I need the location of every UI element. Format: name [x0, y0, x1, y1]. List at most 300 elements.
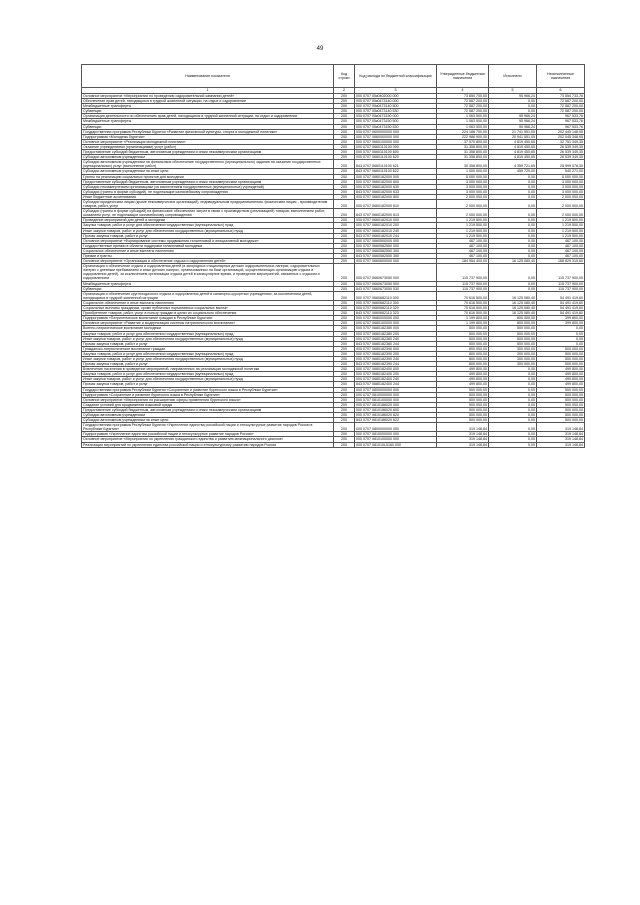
row-budget-code: 000 0707 0660110100 600 [355, 150, 437, 155]
row-executed-amount: 0,00 [489, 264, 537, 281]
row-line-code: 200 [334, 104, 355, 109]
row-unexecuted-amount: 319 148,84 [537, 437, 585, 442]
row-executed-amount: 4 819 450,65 [489, 150, 537, 155]
row-approved-amount: 3 000 000,00 [437, 184, 489, 189]
row-executed-amount: 0,00 [489, 432, 537, 437]
row-unexecuted-amount: 115 737 900,00 [537, 264, 585, 281]
row-approved-amount: 319 148,84 [437, 432, 489, 437]
row-indicator-name: Основное мероприятие «Формирование системы продвижения талантливой и инициативной молодежи» [82, 238, 334, 243]
row-unexecuted-amount: 499 800,00 [537, 382, 585, 387]
row-unexecuted-amount: 500 000,00 [537, 392, 585, 397]
row-indicator-name: Основное мероприятие «Реализация молодежной политики» [82, 139, 334, 144]
row-approved-amount: 115 737 900,00 [437, 264, 489, 281]
row-unexecuted-amount: 467 100,00 [537, 243, 585, 248]
row-line-code: 200 [334, 109, 355, 114]
row-budget-code: 843 0707 0660182000 813 [355, 209, 437, 218]
row-unexecuted-amount: 319 148,84 [537, 423, 585, 432]
row-indicator-name: Межбюджетные трансферты [82, 119, 334, 124]
row-line-code: 200 [334, 114, 355, 119]
row-approved-amount: 1 219 500,00 [437, 233, 489, 238]
row-indicator-name: Межбюджетные трансферты [82, 281, 334, 286]
row-approved-amount: 319 148,84 [437, 423, 489, 432]
row-executed-amount: 0,00 [489, 437, 537, 442]
row-executed-amount: 0,00 [489, 254, 537, 259]
row-indicator-name: Реализация мероприятий по укреплению единства российской нации и этнокультурному развитию народов России [82, 442, 334, 447]
header-indicator-name: Наименование показателя [82, 65, 334, 88]
row-executed-amount: 0,00 [489, 397, 537, 402]
row-budget-code: 000 0707 0660182010 000 [355, 218, 437, 223]
row-approved-amount: 499 800,00 [437, 372, 489, 377]
row-line-code: 200 [334, 129, 355, 134]
row-indicator-name: Подпрограмма «Сохранение и развитие бурятского языка в Республике Бурятия» [82, 392, 334, 397]
row-budget-code: 000 0707 05к0473140 530 [355, 109, 437, 114]
row-unexecuted-amount: 500 000,00 [537, 362, 585, 367]
row-executed-amount: 0,00 [489, 179, 537, 184]
row-executed-amount: 300 000,00 [489, 362, 537, 367]
row-line-code: 200 [334, 218, 355, 223]
row-budget-code: 000 0707 0810100000 000 [355, 437, 437, 442]
row-approved-amount: 319 148,84 [437, 437, 489, 442]
row-indicator-name: Основное мероприятие «Организация и обеспечение отдыха и оздоровления детей» [82, 259, 334, 264]
row-line-code: 200 [334, 223, 355, 228]
row-line-code: 200 [334, 199, 355, 208]
row-approved-amount: 37 570 800,00 [437, 139, 489, 144]
column-number: 1 [82, 88, 334, 94]
row-unexecuted-amount: 499 800,00 [537, 372, 585, 377]
table-row [82, 423, 585, 432]
row-indicator-name: Иные бюджетные ассигнования [82, 194, 334, 199]
row-approved-amount: 1 219 500,00 [437, 218, 489, 223]
row-approved-amount: 2 000 000,00 [437, 209, 489, 218]
row-executed-amount: 95 966,24 [489, 94, 537, 99]
row-approved-amount: 70 616 500,00 [437, 311, 489, 316]
row-executed-amount: 500 000,00 [489, 341, 537, 346]
row-budget-code: 843 0707 0660673050 530 [355, 286, 437, 291]
row-line-code: 200 [334, 331, 355, 336]
row-executed-amount: 300 000,00 [489, 346, 537, 351]
row-line-code: 200 [334, 189, 355, 194]
row-line-code: 200 [334, 94, 355, 99]
row-approved-amount: 800 000,00 [437, 346, 489, 351]
row-executed-amount: 500 000,00 [489, 326, 537, 331]
row-approved-amount: 1 199 800,00 [437, 316, 489, 321]
row-executed-amount: 0,00 [489, 281, 537, 286]
row-approved-amount: 500 000,00 [437, 402, 489, 407]
row-executed-amount: 0,00 [489, 286, 537, 291]
row-executed-amount: 16 125 080,40 [489, 291, 537, 300]
row-unexecuted-amount: 3 000 000,00 [537, 189, 585, 194]
row-budget-code: 000 0707 0810186020 000 [355, 402, 437, 407]
row-approved-amount: 467 100,00 [437, 254, 489, 259]
row-indicator-name: Субсидии автономным учреждениям на иные цели [82, 418, 334, 423]
row-line-code: 200 [334, 418, 355, 423]
row-approved-amount: 500 000,00 [437, 407, 489, 412]
row-unexecuted-amount: 5 000 000,00 [537, 174, 585, 179]
row-line-code: 200 [334, 397, 355, 402]
row-line-code: 200 [334, 134, 355, 139]
row-budget-code: 000 0707 0680182380 200 [355, 331, 437, 336]
row-budget-code: 000 0707 0660500000 000 [355, 238, 437, 243]
row-unexecuted-amount: 467 100,00 [537, 238, 585, 243]
row-budget-code: 000 0707 0680100000 000 [355, 321, 437, 326]
row-indicator-name: Государственные премии в области поддержки талантливой молодежи [82, 243, 334, 248]
row-line-code: 200 [334, 291, 355, 300]
row-unexecuted-amount: 540 271,00 [537, 169, 585, 174]
row-budget-code: 843 0707 0660682110 323 [355, 311, 437, 316]
row-budget-code: 000 0707 0660600000 000 [355, 259, 437, 264]
row-line-code: 200 [334, 209, 355, 218]
row-unexecuted-amount: 0,00 [537, 336, 585, 341]
row-unexecuted-amount: 500 000,00 [537, 413, 585, 418]
row-executed-amount: 95 966,24 [489, 119, 537, 124]
row-indicator-name: Организация и обеспечение круглогодичного отдыха и оздоровления детей в санаторно-курортных учреждениях, за исключением детей, находящихся в трудной жизненной ситуации [82, 291, 334, 300]
row-unexecuted-amount: 967 533,76 [537, 124, 585, 129]
row-executed-amount: 4 819 450,65 [489, 144, 537, 149]
row-approved-amount: 70 616 500,00 [437, 300, 489, 305]
table-row [82, 442, 585, 447]
row-approved-amount: 184 954 400,00 [437, 259, 489, 264]
row-indicator-name: Субсидии (гранты в форме субсидий) на финансовое обеспечение затрат в связи с производством (реализацией) товаров, выполнением работ, оказанием услуг, не подлежащие казначейскому сопровождению [82, 209, 334, 218]
row-indicator-name: Межбюджетные трансферты [82, 104, 334, 109]
row-executed-amount: 0,00 [489, 367, 537, 372]
row-indicator-name: Субсидии автономным учреждениям на финансовое обеспечение государственного (муниципального) задания на оказание государственных (муниципальных) услуг (выполнение работ) [82, 160, 334, 169]
row-unexecuted-amount: 967 533,76 [537, 119, 585, 124]
row-budget-code: 000 0707 0660182000 000 [355, 174, 437, 179]
table-row [82, 160, 585, 169]
row-executed-amount: 4 359 721,65 [489, 160, 537, 169]
row-approved-amount: 500 000,00 [437, 413, 489, 418]
row-indicator-name: Иные закупки товаров, работ и услуг для обеспечения государственных (муниципальных) нужд [82, 356, 334, 361]
table-row [82, 264, 585, 281]
row-unexecuted-amount: 54 491 419,60 [537, 311, 585, 316]
row-approved-amount: 70 616 500,00 [437, 291, 489, 300]
row-approved-amount: 800 000,00 [437, 362, 489, 367]
row-executed-amount: 0,00 [489, 233, 537, 238]
row-budget-code: 000 0707 0660182000 800 [355, 194, 437, 199]
header-unexecuted: Неисполненные назначения [537, 65, 585, 88]
row-budget-code: 843 0707 0680182390 244 [355, 362, 437, 367]
table-header [82, 65, 585, 94]
row-indicator-name: Прочая закупка товаров, работ и услуг [82, 362, 334, 367]
row-executed-amount: 0,00 [489, 418, 537, 423]
row-indicator-name: Вовлечение населения в проведение мероприятий, направленных на реализацию молодежной политики [82, 367, 334, 372]
row-indicator-name: Субсидии автономным учреждениям на иные цели [82, 169, 334, 174]
row-line-code: 200 [334, 306, 355, 311]
row-executed-amount: 0,00 [489, 194, 537, 199]
row-indicator-name: Государственная программа Республики Бурятия «Развитие физической культуры, спорта и молодежной политики» [82, 129, 334, 134]
row-executed-amount: 95 966,24 [489, 124, 537, 129]
row-approved-amount: 31 358 800,00 [437, 144, 489, 149]
row-approved-amount: 222 986 900,00 [437, 134, 489, 139]
row-unexecuted-amount: 500 000,00 [537, 351, 585, 356]
row-budget-code: 000 0707 0660673050 000 [355, 264, 437, 281]
row-line-code: 200 [334, 423, 355, 432]
row-approved-amount: 73 650 700,00 [437, 94, 489, 99]
row-unexecuted-amount: 115 737 900,00 [537, 286, 585, 291]
row-budget-code: 000 0707 0810000000 000 [355, 432, 437, 437]
row-line-code: 200 [334, 326, 355, 331]
row-indicator-name: Подпрограмма «Молодежь Бурятии» [82, 134, 334, 139]
row-budget-code: 843 0707 0660182000 633 [355, 189, 437, 194]
row-executed-amount: 0,00 [489, 189, 537, 194]
row-budget-code: 843 0707 0680182400 244 [355, 382, 437, 387]
row-approved-amount: 467 100,00 [437, 238, 489, 243]
row-executed-amount: 0,00 [489, 238, 537, 243]
row-budget-code: 000 0707 0680182390 240 [355, 356, 437, 361]
row-line-code: 200 [334, 259, 355, 264]
row-budget-code: 000 0707 05к0473150 500 [355, 119, 437, 124]
row-executed-amount: 16 125 080,40 [489, 259, 537, 264]
row-unexecuted-amount: 967 533,76 [537, 114, 585, 119]
row-indicator-name: Социальные выплаты гражданам, кроме публичных нормативных социальных выплат [82, 306, 334, 311]
row-indicator-name: Закупка товаров, работ и услуг для обеспечения государственных (муниципальных) нужд [82, 372, 334, 377]
row-approved-amount: 31 358 800,00 [437, 150, 489, 155]
row-indicator-name: Обеспечение прав детей, находящихся в трудной жизненной ситуации, на отдых и оздоровление [82, 99, 334, 104]
row-approved-amount: 500 000,00 [437, 331, 489, 336]
row-budget-code: 000 0707 0660682110 000 [355, 291, 437, 300]
row-approved-amount: 72 587 200,00 [437, 104, 489, 109]
row-indicator-name: Государственная программа Республики Бурятия «Укрепление единства российской нации и этнокультурное развитие народов России в Республике Бурятия» [82, 423, 334, 432]
row-budget-code: 843 0707 0660182010 244 [355, 233, 437, 238]
row-executed-amount: 300 000,00 [489, 356, 537, 361]
row-line-code: 200 [334, 351, 355, 356]
row-unexecuted-amount: 54 491 419,60 [537, 291, 585, 300]
row-executed-amount: 0,00 [489, 382, 537, 387]
row-budget-code: 000 0707 0660000000 000 [355, 134, 437, 139]
row-executed-amount: 20 941 551,05 [489, 134, 537, 139]
row-budget-code: 000 0707 0680182390 000 [355, 346, 437, 351]
row-budget-code: 000 0707 0680182390 200 [355, 351, 437, 356]
row-indicator-name: Предоставление субсидий бюджетным, автономным учреждениям и иным некоммерческим организациям [82, 179, 334, 184]
row-approved-amount: 70 616 500,00 [437, 306, 489, 311]
row-approved-amount: 800 000,00 [437, 351, 489, 356]
row-indicator-name: Гражданско-патриотическое воспитание граждан [82, 346, 334, 351]
row-executed-amount: 0,00 [489, 223, 537, 228]
row-approved-amount: 500 000,00 [437, 387, 489, 392]
row-executed-amount: 0,00 [489, 199, 537, 208]
row-unexecuted-amount: 500 000,00 [537, 402, 585, 407]
row-executed-amount: 4 819 450,65 [489, 155, 537, 160]
row-unexecuted-amount: 399 800,00 [537, 316, 585, 321]
row-approved-amount: 1 063 500,00 [437, 124, 489, 129]
row-unexecuted-amount: 3 000 000,00 [537, 184, 585, 189]
row-line-code: 200 [334, 432, 355, 437]
row-line-code: 200 [334, 362, 355, 367]
row-indicator-name: Иные закупки товаров, работ и услуг для обеспечения государственных (муниципальных) нужд [82, 336, 334, 341]
row-executed-amount: 500 000,00 [489, 336, 537, 341]
row-line-code: 200 [334, 155, 355, 160]
row-approved-amount: 500 000,00 [437, 397, 489, 402]
table-row [82, 199, 585, 208]
header-executed: Исполнено [489, 65, 537, 88]
row-executed-amount: 21 741 551,05 [489, 129, 537, 134]
row-budget-code: 000 0707 0680000000 000 [355, 316, 437, 321]
row-budget-code: 000 0707 05к0473140 000 [355, 99, 437, 104]
header-approved: Утвержденные бюджетные назначения [437, 65, 489, 88]
row-line-code: 200 [334, 392, 355, 397]
row-line-code: 200 [334, 316, 355, 321]
row-approved-amount: 500 000,00 [437, 341, 489, 346]
row-line-code: 200 [334, 264, 355, 281]
row-indicator-name: Закупка товаров, работ и услуг для обеспечения государственных (муниципальных) нужд [82, 351, 334, 356]
row-approved-amount: 2 000 000,00 [437, 194, 489, 199]
row-approved-amount: 467 100,00 [437, 248, 489, 253]
row-approved-amount: 115 737 900,00 [437, 286, 489, 291]
row-budget-code: 000 0707 0680182400 240 [355, 377, 437, 382]
row-indicator-name: Подпрограмма «Укрепление единства российской нации и этнокультурное развитие народов России» [82, 432, 334, 437]
table-row [82, 209, 585, 218]
row-indicator-name: Основное мероприятие «Мероприятия по проведению оздоровительной кампании детей» [82, 94, 334, 99]
row-approved-amount: 30 358 800,00 [437, 160, 489, 169]
row-approved-amount: 31 358 800,00 [437, 155, 489, 160]
row-budget-code: 000 0707 0660182000 600 [355, 179, 437, 184]
row-unexecuted-amount: 500 000,00 [537, 346, 585, 351]
row-line-code: 200 [334, 372, 355, 377]
row-unexecuted-amount: 467 100,00 [537, 254, 585, 259]
row-indicator-name: Субсидии (гранты в форме субсидий), не подлежащие казначейскому сопровождению [82, 189, 334, 194]
row-line-code: 200 [334, 248, 355, 253]
row-line-code: 200 [334, 437, 355, 442]
row-indicator-name: Премии и гранты [82, 254, 334, 259]
row-executed-amount: 0,00 [489, 442, 537, 447]
row-indicator-name: Социальное обеспечение и иные выплаты населению [82, 248, 334, 253]
row-unexecuted-amount: 25 999 078,35 [537, 160, 585, 169]
row-executed-amount: 800 000,00 [489, 316, 537, 321]
row-budget-code: 000 0707 0660182010 240 [355, 228, 437, 233]
row-unexecuted-amount: 202 445 148,95 [537, 129, 585, 134]
row-approved-amount: 500 000,00 [437, 418, 489, 423]
row-indicator-name: Прочая закупка товаров, работ и услуг [82, 341, 334, 346]
row-line-code: 200 [334, 179, 355, 184]
row-budget-code: 000 0707 0680182400 200 [355, 372, 437, 377]
row-approved-amount: 499 800,00 [437, 382, 489, 387]
row-line-code: 200 [334, 99, 355, 104]
row-budget-code: 000 0707 0810000000 000 [355, 392, 437, 397]
row-unexecuted-amount: 72 587 200,00 [537, 104, 585, 109]
row-unexecuted-amount: 1 219 500,00 [537, 223, 585, 228]
row-indicator-name: Подпрограмма «Патриотическое воспитание граждан в Республике Бурятия» [82, 316, 334, 321]
row-line-code: 200 [334, 300, 355, 305]
row-approved-amount: 2 000 000,00 [437, 199, 489, 208]
row-executed-amount: 0,00 [489, 243, 537, 248]
row-unexecuted-amount: 2 000 000,00 [537, 199, 585, 208]
row-budget-code: 000 0707 0660182010 200 [355, 223, 437, 228]
row-indicator-name: Иные закупки товаров, работ и услуг для обеспечения государственных (муниципальных) нужд [82, 228, 334, 233]
row-line-code: 200 [334, 336, 355, 341]
row-line-code: 200 [334, 233, 355, 238]
row-indicator-name: Прочая закупка товаров, работ и услуг [82, 382, 334, 387]
row-indicator-name: Основное мероприятие «Мероприятия по укреплению гражданского единства и развитию межнационального диалога» [82, 437, 334, 442]
row-line-code: 200 [334, 144, 355, 149]
row-line-code: 200 [334, 382, 355, 387]
row-unexecuted-amount: 54 491 419,60 [537, 300, 585, 305]
row-approved-amount: 5 000 000,00 [437, 174, 489, 179]
header-line-code: Код строки [334, 65, 355, 88]
row-approved-amount: 499 800,00 [437, 367, 489, 372]
row-indicator-name: Субсидии некоммерческим организациям (за исключением государственных (муниципальных) учреждений) [82, 184, 334, 189]
row-executed-amount: 0,00 [489, 402, 537, 407]
row-budget-code: 000 0707 0660100000 000 [355, 139, 437, 144]
row-executed-amount: 0,00 [489, 372, 537, 377]
row-approved-amount: 3 000 000,00 [437, 179, 489, 184]
row-unexecuted-amount: 54 491 419,60 [537, 306, 585, 311]
row-unexecuted-amount: 0,00 [537, 331, 585, 336]
row-line-code: 200 [334, 387, 355, 392]
row-line-code: 200 [334, 184, 355, 189]
row-executed-amount: 0,00 [489, 174, 537, 179]
row-unexecuted-amount: 32 751 349,35 [537, 139, 585, 144]
row-budget-code: 000 0707 0680182380 240 [355, 336, 437, 341]
row-indicator-name: Предоставление субсидий бюджетным, автономным учреждениям и иным некоммерческим организациям [82, 150, 334, 155]
row-executed-amount: 0,00 [489, 104, 537, 109]
row-indicator-name: Субвенции [82, 109, 334, 114]
row-unexecuted-amount: 2 000 000,00 [537, 194, 585, 199]
row-unexecuted-amount: 467 100,00 [537, 248, 585, 253]
row-indicator-name: Основное мероприятие «Развитие и модернизация системы патриотического воспитания» [82, 321, 334, 326]
row-budget-code: 000 0707 0660582550 300 [355, 248, 437, 253]
row-approved-amount: 500 000,00 [437, 392, 489, 397]
row-indicator-name: Организация и обеспечение отдыха и оздоровления детей (в загородных стационарных детских оздоровительных лагерях, оздоровительных лагерях с дневным пребыванием и иных детских лагерях, организованных на базе организаций, осуществляющих организацию отдыха и оздоровления детей), за исключением организации отдыха детей в каникулярное время, и проведение мероприятий, связанных с отдыхом и оздоровлением [82, 264, 334, 281]
row-indicator-name: Социальное обеспечение и иные выплаты населению [82, 300, 334, 305]
row-indicator-name: Проведение мероприятий для детей и молодежи [82, 218, 334, 223]
row-line-code: 200 [334, 286, 355, 291]
row-unexecuted-amount: 500 000,00 [537, 418, 585, 423]
row-unexecuted-amount: 2 000 000,00 [537, 209, 585, 218]
row-executed-amount: 0,00 [489, 209, 537, 218]
row-approved-amount: 1 219 500,00 [437, 223, 489, 228]
row-executed-amount: 0,00 [489, 387, 537, 392]
row-executed-amount: 0,00 [489, 392, 537, 397]
row-unexecuted-amount: 168 829 319,60 [537, 259, 585, 264]
row-approved-amount: 1 219 500,00 [437, 228, 489, 233]
row-budget-code: 000 0707 05к0402000 000 [355, 94, 437, 99]
row-budget-code: 000 0707 05к0473150 530 [355, 124, 437, 129]
row-indicator-name: Предоставление субсидий бюджетным, автономным учреждениям и иным некоммерческим организациям [82, 407, 334, 412]
row-indicator-name: Закупка товаров, работ и услуг для обеспечения государственных (муниципальных) нужд [82, 223, 334, 228]
row-budget-code: 000 0707 0810100000 000 [355, 397, 437, 402]
row-indicator-name: Прочая закупка товаров, работ и услуг [82, 233, 334, 238]
row-line-code: 200 [334, 356, 355, 361]
row-executed-amount: 500 000,00 [489, 331, 537, 336]
page-number: 49 [316, 46, 324, 52]
row-approved-amount: 500 000,00 [437, 326, 489, 331]
row-line-code: 200 [334, 413, 355, 418]
row-budget-code: 000 0707 0660110100 000 [355, 144, 437, 149]
row-approved-amount: 499 800,00 [437, 377, 489, 382]
row-unexecuted-amount: 499 800,00 [537, 367, 585, 372]
row-line-code: 200 [334, 377, 355, 382]
row-executed-amount: 0,00 [489, 218, 537, 223]
row-line-code: 200 [334, 442, 355, 447]
row-executed-amount: 16 125 080,40 [489, 311, 537, 316]
row-unexecuted-amount: 202 045 348,95 [537, 134, 585, 139]
row-indicator-name: Приобретение товаров, работ, услуг в пользу граждан в целях их социального обеспечения [82, 311, 334, 316]
row-approved-amount: 224 186 700,00 [437, 129, 489, 134]
row-line-code: 200 [334, 341, 355, 346]
row-unexecuted-amount: 26 539 349,35 [537, 150, 585, 155]
row-line-code: 200 [334, 124, 355, 129]
row-budget-code: 000 0707 0660673050 500 [355, 281, 437, 286]
row-approved-amount: 500 000,00 [437, 336, 489, 341]
row-unexecuted-amount: 319 148,84 [537, 432, 585, 437]
row-approved-amount: 72 587 200,00 [437, 99, 489, 104]
row-budget-code: 843 0707 0680182380 244 [355, 341, 437, 346]
row-approved-amount: 1 063 500,00 [437, 114, 489, 119]
row-executed-amount: 0,00 [489, 99, 537, 104]
row-indicator-name: Закупка товаров, работ и услуг для обеспечения государственных (муниципальных) нужд [82, 331, 334, 336]
row-approved-amount: 800 000,00 [437, 356, 489, 361]
row-approved-amount: 1 199 800,00 [437, 321, 489, 326]
